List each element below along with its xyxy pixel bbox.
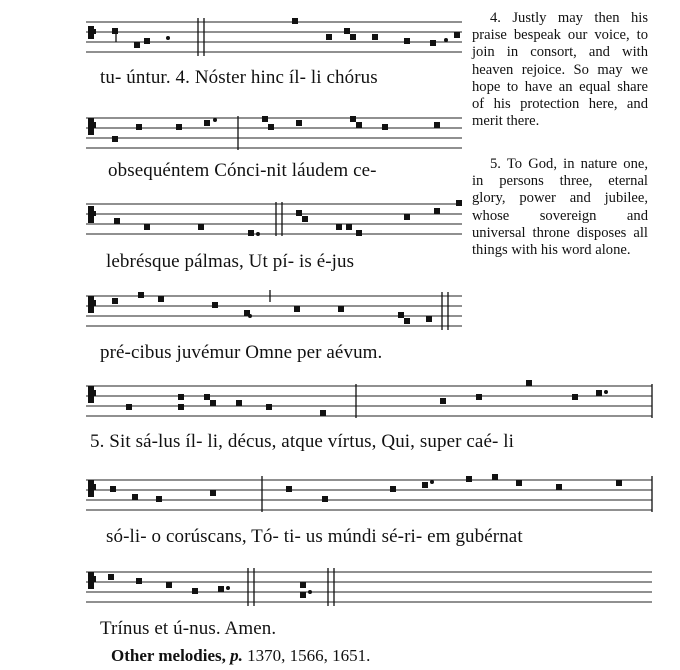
other-melodies-label: Other melodies, xyxy=(111,646,226,665)
lyric-line-3: lebrésque pálmas, Ut pí- is é-jus xyxy=(106,251,355,272)
chant-staff-5 xyxy=(86,378,652,422)
chant-staff-7 xyxy=(86,566,652,610)
chant-staff-3 xyxy=(86,200,462,246)
lyric-line-4: pré-cibus juvémur Omne per aévum. xyxy=(100,342,383,363)
translation-stanza-4 xyxy=(472,10,648,130)
chant-staff-2 xyxy=(86,110,462,158)
page-marker: p. xyxy=(230,646,243,665)
lyric-line-7: Trínus et ú-nus. Amen. xyxy=(100,618,277,639)
lyric-line-6: só-li- o corúscans, Tó- ti- us múndi sé-ri- em gubérnat xyxy=(106,526,523,547)
page-references: 1370, 1566, 1651. xyxy=(247,646,371,665)
lyric-line-1: tu- úntur. 4. Nóster hinc íl- li chórus xyxy=(100,67,378,88)
translation-stanza-4-text: 4. Justly may then his praise bespeak our voice, to join in consort, and with heaven rejoice. So may we hope to have an equal share of his protection here, and merit there. xyxy=(472,10,648,130)
chant-staff-6 xyxy=(86,474,652,518)
lyric-line-5: 5. Sit sá-lus íl- li, décus, atque vírtus, Qui, super caé- li xyxy=(90,431,515,452)
chant-staff-1 xyxy=(86,18,462,62)
translation-stanza-5-text: 5. To God, in nature one, in persons three, eternal glory, power and jubilee, whose sovereign and universal throne disposes all things with his word alone. xyxy=(472,156,648,259)
chant-staff-4 xyxy=(86,290,462,336)
translation-stanza-5 xyxy=(472,156,648,259)
other-melodies-note xyxy=(111,646,370,666)
lyric-line-2: obsequéntem Cónci-nit láudem ce- xyxy=(108,160,377,181)
